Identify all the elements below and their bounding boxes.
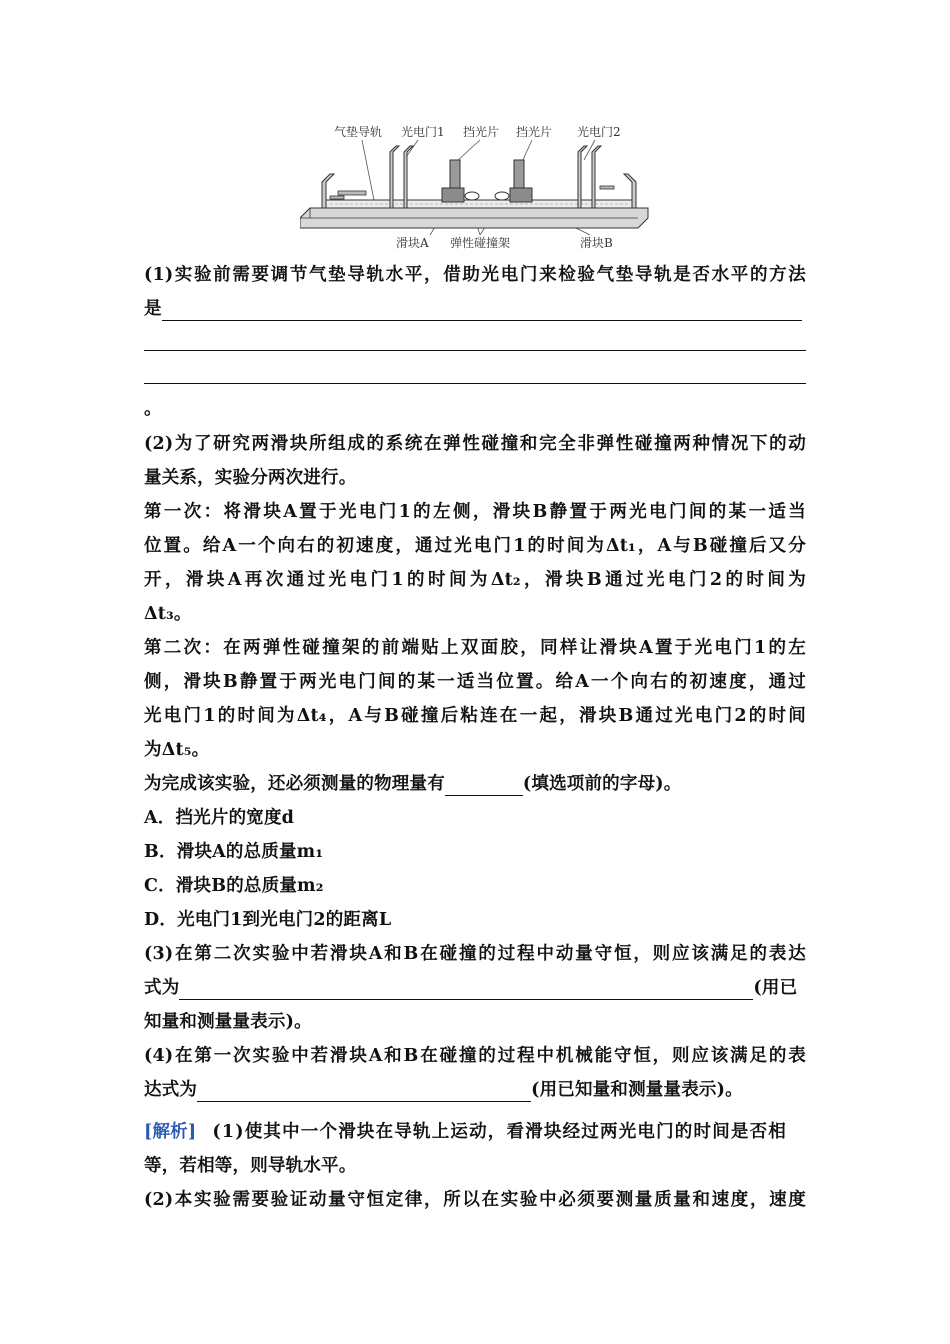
q3-line-1: (3)在第二次实验中若滑块A和B在碰撞的过程中动量守恒，则应该满足的表达 xyxy=(144,944,806,964)
q2-line-2: 量关系，实验分两次进行。 xyxy=(144,468,357,488)
q2-line-1: (2)为了研究两滑块所组成的系统在弹性碰撞和完全非弹性碰撞两种情况下的动 xyxy=(144,434,806,454)
label-bumper: 弹性碰撞架 xyxy=(450,236,511,250)
q2-question: 为完成该实验，还必须测量的物理量有 (填选项前的字母)。 xyxy=(144,774,682,794)
label-slider-a: 滑块A xyxy=(396,236,429,250)
label-shade1: 挡光片 xyxy=(463,125,500,139)
option-b[interactable]: B．滑块A的总质量m₁ xyxy=(144,842,324,862)
answer-blank-q2[interactable] xyxy=(445,775,523,796)
option-c[interactable]: C．滑块B的总质量m₂ xyxy=(144,876,324,896)
q1-end: 。 xyxy=(144,399,162,419)
q2-line-6: Δt₃。 xyxy=(144,604,192,624)
label-shade2: 挡光片 xyxy=(516,125,553,139)
q2-line-10: 为Δt₅。 xyxy=(144,740,210,760)
option-d[interactable]: D．光电门1到光电门2的距离L xyxy=(144,910,392,930)
q1-line-2: 是 xyxy=(144,297,806,321)
label-gate1: 光电门1 xyxy=(401,125,445,139)
answer-blank-q4[interactable] xyxy=(197,1081,531,1102)
analysis-tag: [解析] xyxy=(144,1122,197,1142)
answer-rule-q1-2[interactable] xyxy=(144,350,806,351)
answer-blank-q1[interactable] xyxy=(162,300,802,321)
q2-line-8: 侧，滑块B静置于两光电门间的某一适当位置。给A一个向右的初速度，通过 xyxy=(144,672,806,692)
q2-line-3: 第一次：将滑块A置于光电门1的左侧，滑块B静置于两光电门间的某一适当 xyxy=(144,502,806,522)
q2-line-5: 开，滑块A再次通过光电门1的时间为Δt₂，滑块B通过光电门2的时间为 xyxy=(144,570,806,590)
analysis-line-3: (2)本实验需要验证动量守恒定律，所以在实验中必须要测量质量和速度，速度 xyxy=(144,1190,806,1210)
q1-line-1: (1)实验前需要调节气垫导轨水平，借助光电门来检验气垫导轨是否水平的方法 xyxy=(144,265,806,285)
q2-line-9: 光电门1的时间为Δt₄，A与B碰撞后粘连在一起，滑块B通过光电门2的时间 xyxy=(144,706,806,726)
q3-line-2: 式为 (用已 xyxy=(144,978,798,998)
q4-line-1: (4)在第一次实验中若滑块A和B在碰撞的过程中机械能守恒，则应该满足的表 xyxy=(144,1046,806,1066)
option-a[interactable]: A．挡光片的宽度d xyxy=(144,808,295,828)
analysis-line-1: [解析] (1)使其中一个滑块在导轨上运动，看滑块经过两光电门的时间是否相 xyxy=(144,1122,788,1142)
label-gate2: 光电门2 xyxy=(577,125,621,139)
label-rail: 气垫导轨 xyxy=(334,125,383,139)
label-slider-b: 滑块B xyxy=(580,236,613,250)
answer-blank-q3[interactable] xyxy=(179,979,753,1000)
q3-line-3: 知量和测量量表示)。 xyxy=(144,1012,312,1032)
q2-line-7: 第二次：在两弹性碰撞架的前端贴上双面胶，同样让滑块A置于光电门1的左 xyxy=(144,638,806,658)
apparatus-diagram xyxy=(300,120,660,255)
q2-line-4: 位置。给A一个向右的初速度，通过光电门1的时间为Δt₁，A与B碰撞后又分 xyxy=(144,536,806,556)
answer-rule-q1-3[interactable] xyxy=(144,383,806,384)
q4-line-2: 达式为 (用已知量和测量量表示)。 xyxy=(144,1080,743,1100)
analysis-line-2: 等，若相等，则导轨水平。 xyxy=(144,1156,357,1176)
